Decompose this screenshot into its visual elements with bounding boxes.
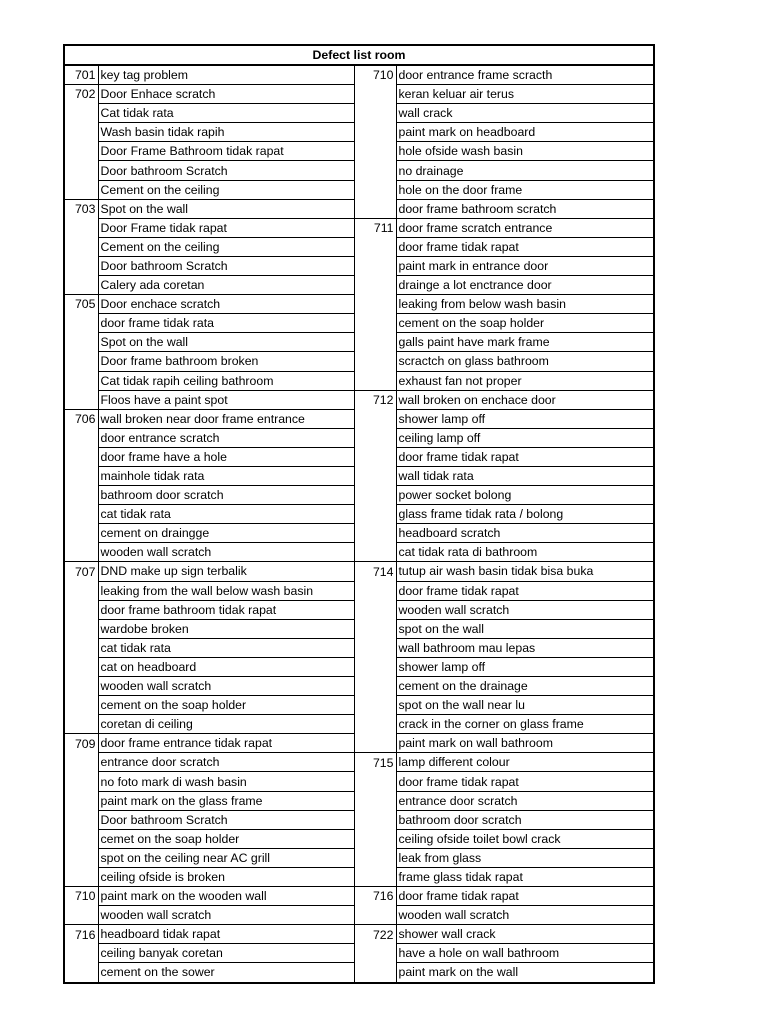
right-defect-description: tutup air wash basin tidak bisa buka (396, 562, 654, 581)
left-room-number: 716 (64, 925, 98, 944)
left-defect-description: cement on the sower (98, 963, 354, 983)
left-room-number (64, 715, 98, 734)
left-room-number (64, 772, 98, 791)
table-row (64, 142, 654, 161)
right-room-number (354, 829, 396, 848)
right-room-number (354, 486, 396, 505)
right-room-number: 715 (354, 753, 396, 772)
left-room-number: 701 (64, 65, 98, 85)
left-room-number: 707 (64, 562, 98, 581)
right-defect-description: cement on the soap holder (396, 314, 654, 333)
left-room-number (64, 352, 98, 371)
left-room-number (64, 753, 98, 772)
right-room-number (354, 104, 396, 123)
left-defect-description: mainhole tidak rata (98, 466, 354, 485)
left-room-number (64, 600, 98, 619)
right-defect-description: leaking from below wash basin (396, 295, 654, 314)
table-row (64, 829, 654, 848)
left-defect-description: Spot on the wall (98, 199, 354, 218)
left-room-number (64, 696, 98, 715)
right-room-number (354, 371, 396, 390)
right-room-number (354, 963, 396, 983)
left-defect-description: no foto mark di wash basin (98, 772, 354, 791)
left-room-number (64, 848, 98, 867)
left-defect-description: door frame tidak rata (98, 314, 354, 333)
left-room-number (64, 867, 98, 886)
left-room-number (64, 333, 98, 352)
right-defect-description: ceiling ofside toilet bowl crack (396, 829, 654, 848)
left-defect-description: cement on draingge (98, 524, 354, 543)
right-room-number (354, 180, 396, 199)
left-room-number (64, 237, 98, 256)
table-row (64, 925, 654, 944)
table-row (64, 562, 654, 581)
left-room-number (64, 314, 98, 333)
table-row (64, 581, 654, 600)
table-row (64, 104, 654, 123)
table-row (64, 466, 654, 485)
left-room-number (64, 104, 98, 123)
right-room-number (354, 715, 396, 734)
right-room-number (354, 466, 396, 485)
left-defect-description: headboard tidak rapat (98, 925, 354, 944)
right-room-number (354, 199, 396, 218)
left-room-number: 703 (64, 199, 98, 218)
table-row (64, 199, 654, 218)
table-row (64, 543, 654, 562)
right-room-number: 722 (354, 925, 396, 944)
right-room-number (354, 677, 396, 696)
table-row (64, 256, 654, 275)
table-row (64, 295, 654, 314)
table-row (64, 486, 654, 505)
left-defect-description: Door bathroom Scratch (98, 810, 354, 829)
left-defect-description: ceiling ofside is broken (98, 867, 354, 886)
right-room-number (354, 142, 396, 161)
table-row (64, 409, 654, 428)
right-room-number (354, 581, 396, 600)
left-room-number (64, 466, 98, 485)
right-room-number (354, 944, 396, 963)
right-defect-description: door frame tidak rapat (396, 447, 654, 466)
table-row (64, 848, 654, 867)
table-row (64, 753, 654, 772)
table-row (64, 180, 654, 199)
left-defect-description: coretan di ceiling (98, 715, 354, 734)
table-row (64, 887, 654, 906)
right-room-number (354, 276, 396, 295)
right-room-number (354, 237, 396, 256)
right-room-number (354, 256, 396, 275)
left-defect-description: Door frame bathroom broken (98, 352, 354, 371)
left-defect-description: Door bathroom Scratch (98, 256, 354, 275)
left-room-number (64, 638, 98, 657)
right-defect-description: door entrance frame scracth (396, 65, 654, 85)
left-room-number (64, 505, 98, 524)
left-defect-description: wooden wall scratch (98, 677, 354, 696)
right-defect-description: wall broken on enchace door (396, 390, 654, 409)
right-defect-description: cat tidak rata di bathroom (396, 543, 654, 562)
table-row (64, 963, 654, 983)
right-room-number (354, 600, 396, 619)
table-title: Defect list room (64, 45, 654, 65)
right-defect-description: hole on the door frame (396, 180, 654, 199)
right-room-number (354, 638, 396, 657)
right-defect-description: paint mark on wall bathroom (396, 734, 654, 753)
right-room-number: 711 (354, 218, 396, 237)
right-room-number (354, 314, 396, 333)
table-row (64, 677, 654, 696)
right-defect-description: door frame scratch entrance (396, 218, 654, 237)
table-row (64, 65, 654, 85)
right-room-number (354, 428, 396, 447)
left-defect-description: paint mark on the glass frame (98, 791, 354, 810)
left-defect-description: Cement on the ceiling (98, 237, 354, 256)
right-room-number (354, 772, 396, 791)
right-room-number (354, 848, 396, 867)
right-defect-description: door frame bathroom scratch (396, 199, 654, 218)
left-room-number (64, 428, 98, 447)
left-room-number (64, 944, 98, 963)
left-defect-description: door frame have a hole (98, 447, 354, 466)
right-defect-description: wall crack (396, 104, 654, 123)
right-room-number: 714 (354, 562, 396, 581)
right-defect-description: glass frame tidak rata / bolong (396, 505, 654, 524)
left-room-number: 706 (64, 409, 98, 428)
left-defect-description: paint mark on the wooden wall (98, 887, 354, 906)
right-defect-description: keran keluar air terus (396, 85, 654, 104)
right-room-number (354, 657, 396, 676)
right-defect-description: bathroom door scratch (396, 810, 654, 829)
left-room-number (64, 963, 98, 983)
right-defect-description: door frame tidak rapat (396, 772, 654, 791)
left-defect-description: leaking from the wall below wash basin (98, 581, 354, 600)
left-room-number (64, 142, 98, 161)
left-room-number (64, 906, 98, 925)
left-room-number (64, 390, 98, 409)
table-row (64, 696, 654, 715)
table-row (64, 161, 654, 180)
left-room-number (64, 657, 98, 676)
right-defect-description: spot on the wall (396, 619, 654, 638)
right-room-number (354, 85, 396, 104)
left-room-number (64, 276, 98, 295)
table-row (64, 524, 654, 543)
right-room-number (354, 161, 396, 180)
left-room-number (64, 524, 98, 543)
right-defect-description: hole ofside wash basin (396, 142, 654, 161)
left-room-number (64, 543, 98, 562)
table-row (64, 237, 654, 256)
left-defect-description: key tag problem (98, 65, 354, 85)
right-defect-description: headboard scratch (396, 524, 654, 543)
right-defect-description: no drainage (396, 161, 654, 180)
right-defect-description: scractch on glass bathroom (396, 352, 654, 371)
left-defect-description: door frame bathroom tidak rapat (98, 600, 354, 619)
right-room-number (354, 810, 396, 829)
right-defect-description: paint mark on headboard (396, 123, 654, 142)
right-defect-description: wooden wall scratch (396, 600, 654, 619)
right-defect-description: entrance door scratch (396, 791, 654, 810)
left-defect-description: Door Frame Bathroom tidak rapat (98, 142, 354, 161)
right-room-number: 710 (354, 65, 396, 85)
left-defect-description: cat tidak rata (98, 505, 354, 524)
right-defect-description: leak from glass (396, 848, 654, 867)
left-room-number (64, 486, 98, 505)
left-defect-description: Cement on the ceiling (98, 180, 354, 199)
left-defect-description: cement on the soap holder (98, 696, 354, 715)
right-room-number: 712 (354, 390, 396, 409)
left-defect-description: spot on the ceiling near AC grill (98, 848, 354, 867)
table-row (64, 371, 654, 390)
right-defect-description: ceiling lamp off (396, 428, 654, 447)
right-room-number (354, 696, 396, 715)
table-row (64, 734, 654, 753)
left-defect-description: door entrance scratch (98, 428, 354, 447)
right-defect-description: galls paint have mark frame (396, 333, 654, 352)
table-row (64, 619, 654, 638)
table-row (64, 447, 654, 466)
right-defect-description: shower lamp off (396, 657, 654, 676)
left-defect-description: wooden wall scratch (98, 906, 354, 925)
table-row (64, 390, 654, 409)
table-row (64, 314, 654, 333)
left-room-number (64, 371, 98, 390)
left-defect-description: wardobe broken (98, 619, 354, 638)
table-row (64, 867, 654, 886)
right-room-number (354, 867, 396, 886)
right-defect-description: wall tidak rata (396, 466, 654, 485)
left-room-number: 709 (64, 734, 98, 753)
table-row (64, 600, 654, 619)
right-defect-description: door frame tidak rapat (396, 237, 654, 256)
right-defect-description: cement on the drainage (396, 677, 654, 696)
left-defect-description: Floos have a paint spot (98, 390, 354, 409)
right-room-number (354, 352, 396, 371)
right-defect-description: door frame tidak rapat (396, 887, 654, 906)
table-row (64, 428, 654, 447)
right-room-number (354, 791, 396, 810)
right-room-number (354, 123, 396, 142)
table-row (64, 772, 654, 791)
defect-rows (64, 65, 654, 983)
left-room-number: 705 (64, 295, 98, 314)
left-defect-description: wooden wall scratch (98, 543, 354, 562)
left-defect-description: Cat tidak rapih ceiling bathroom (98, 371, 354, 390)
table-row (64, 276, 654, 295)
right-defect-description: shower lamp off (396, 409, 654, 428)
right-room-number (354, 619, 396, 638)
right-room-number (354, 906, 396, 925)
right-room-number (354, 447, 396, 466)
left-defect-description: cat on headboard (98, 657, 354, 676)
left-room-number (64, 619, 98, 638)
left-room-number (64, 123, 98, 142)
left-room-number: 710 (64, 887, 98, 906)
left-room-number: 702 (64, 85, 98, 104)
right-room-number (354, 524, 396, 543)
right-defect-description: have a hole on wall bathroom (396, 944, 654, 963)
left-defect-description: cat tidak rata (98, 638, 354, 657)
left-room-number (64, 447, 98, 466)
right-room-number (354, 333, 396, 352)
left-defect-description: entrance door scratch (98, 753, 354, 772)
right-defect-description: wall bathroom mau lepas (396, 638, 654, 657)
left-room-number (64, 256, 98, 275)
table-row (64, 352, 654, 371)
right-room-number: 716 (354, 887, 396, 906)
left-room-number (64, 581, 98, 600)
table-row (64, 218, 654, 237)
right-defect-description: shower wall crack (396, 925, 654, 944)
left-defect-description: DND make up sign terbalik (98, 562, 354, 581)
right-defect-description: paint mark in entrance door (396, 256, 654, 275)
left-defect-description: bathroom door scratch (98, 486, 354, 505)
left-defect-description: cemet on the soap holder (98, 829, 354, 848)
left-defect-description: Wash basin tidak rapih (98, 123, 354, 142)
table-row (64, 810, 654, 829)
right-defect-description: wooden wall scratch (396, 906, 654, 925)
right-defect-description: drainge a lot enctrance door (396, 276, 654, 295)
left-defect-description: ceiling banyak coretan (98, 944, 354, 963)
left-room-number (64, 677, 98, 696)
right-room-number (354, 505, 396, 524)
table-row (64, 638, 654, 657)
right-room-number (354, 543, 396, 562)
right-room-number (354, 295, 396, 314)
table-row (64, 657, 654, 676)
left-defect-description: Spot on the wall (98, 333, 354, 352)
table-row (64, 123, 654, 142)
table-row (64, 715, 654, 734)
right-defect-description: frame glass tidak rapat (396, 867, 654, 886)
right-defect-description: door frame tidak rapat (396, 581, 654, 600)
left-room-number (64, 810, 98, 829)
right-defect-description: lamp different colour (396, 753, 654, 772)
defect-table (63, 44, 655, 984)
table-row (64, 85, 654, 104)
right-defect-description: exhaust fan not proper (396, 371, 654, 390)
left-room-number (64, 218, 98, 237)
right-room-number (354, 734, 396, 753)
left-room-number (64, 180, 98, 199)
right-defect-description: crack in the corner on glass frame (396, 715, 654, 734)
right-defect-description: paint mark on the wall (396, 963, 654, 983)
left-room-number (64, 161, 98, 180)
left-room-number (64, 791, 98, 810)
left-room-number (64, 829, 98, 848)
left-defect-description: Door enchace scratch (98, 295, 354, 314)
left-defect-description: Door Frame tidak rapat (98, 218, 354, 237)
table-row (64, 333, 654, 352)
table-row (64, 944, 654, 963)
table-row (64, 906, 654, 925)
right-defect-description: power socket bolong (396, 486, 654, 505)
defect-list-sheet (63, 44, 653, 984)
table-row (64, 791, 654, 810)
right-room-number (354, 409, 396, 428)
left-defect-description: Door Enhace scratch (98, 85, 354, 104)
left-defect-description: door frame entrance tidak rapat (98, 734, 354, 753)
left-defect-description: Calery ada coretan (98, 276, 354, 295)
right-defect-description: spot on the wall near lu (396, 696, 654, 715)
left-defect-description: wall broken near door frame entrance (98, 409, 354, 428)
left-defect-description: Door bathroom Scratch (98, 161, 354, 180)
left-defect-description: Cat tidak rata (98, 104, 354, 123)
table-row (64, 505, 654, 524)
